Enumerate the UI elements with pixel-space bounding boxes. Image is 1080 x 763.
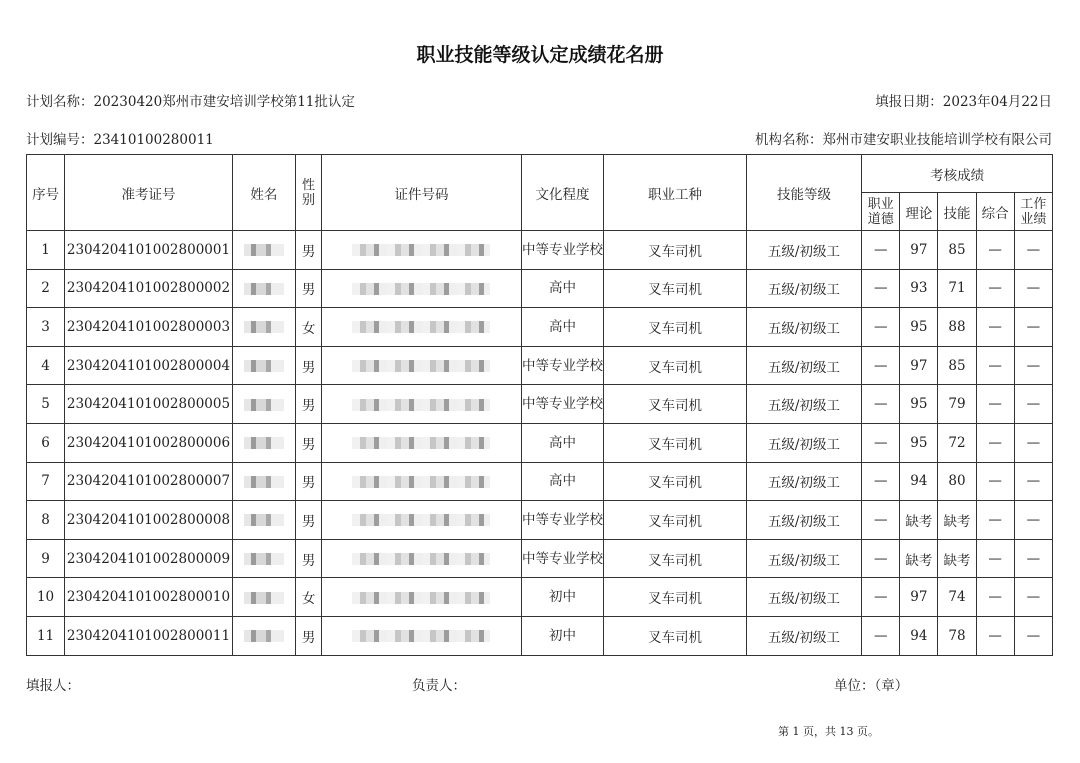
- cell-ethics: —: [862, 385, 900, 424]
- redacted-name: [244, 592, 284, 604]
- plan-number: 计划编号：23410100280011: [26, 132, 214, 148]
- header-theory: 理论: [900, 193, 938, 231]
- cell-skill: 缺考: [938, 501, 976, 540]
- cell-id-redacted: [322, 578, 522, 617]
- redacted-id-number: [352, 592, 490, 604]
- cell-gender: 男: [296, 501, 322, 540]
- cell-id-redacted: [322, 462, 522, 501]
- cell-education: 中等专业学校: [521, 539, 603, 578]
- table-row: [27, 231, 1053, 270]
- cell-performance: —: [1014, 308, 1052, 347]
- cell-occupation: 叉车司机: [604, 231, 747, 270]
- cell-id-redacted: [322, 616, 522, 655]
- redacted-name: [244, 283, 284, 295]
- table-row: [27, 269, 1053, 308]
- cell-ethics: —: [862, 269, 900, 308]
- cell-ethics: —: [862, 308, 900, 347]
- cell-name-redacted: [232, 346, 295, 385]
- cell-id-redacted: [322, 231, 522, 270]
- cell-overall: —: [976, 578, 1014, 617]
- cell-theory: 95: [900, 423, 938, 462]
- cell-overall: —: [976, 346, 1014, 385]
- cell-gender: 男: [296, 231, 322, 270]
- cell-occupation: 叉车司机: [604, 578, 747, 617]
- header-row: [27, 155, 1053, 193]
- cell-gender: 男: [296, 385, 322, 424]
- cell-seq: 10: [27, 578, 65, 617]
- redacted-id-number: [352, 553, 490, 565]
- cell-level: 五级/初级工: [746, 423, 861, 462]
- cell-occupation: 叉车司机: [604, 385, 747, 424]
- cell-id-redacted: [322, 501, 522, 540]
- cell-skill: 85: [938, 231, 976, 270]
- header-occupation: 职业工种: [604, 155, 747, 231]
- cell-gender: 男: [296, 269, 322, 308]
- redacted-id-number: [352, 283, 490, 295]
- cell-education: 高中: [521, 308, 603, 347]
- cell-name-redacted: [232, 501, 295, 540]
- cell-name-redacted: [232, 269, 295, 308]
- header-ethics: 职业道德: [862, 193, 900, 231]
- cell-exam-no: 2304204101002800005: [65, 385, 233, 424]
- score-roster-table: [26, 154, 1053, 656]
- cell-theory: 94: [900, 462, 938, 501]
- cell-occupation: 叉车司机: [604, 269, 747, 308]
- header-scores: 考核成绩: [862, 155, 1053, 193]
- cell-skill: 85: [938, 346, 976, 385]
- redacted-name: [244, 553, 284, 565]
- table-row: [27, 501, 1053, 540]
- organization-name: 机构名称：郑州市建安职业技能培训学校有限公司: [755, 132, 1052, 148]
- cell-education: 中等专业学校: [521, 346, 603, 385]
- cell-seq: 4: [27, 346, 65, 385]
- cell-overall: —: [976, 231, 1014, 270]
- cell-theory: 97: [900, 578, 938, 617]
- cell-ethics: —: [862, 462, 900, 501]
- table-row: [27, 578, 1053, 617]
- cell-seq: 5: [27, 385, 65, 424]
- fill-date: 填报日期：2023年04月22日: [875, 94, 1052, 110]
- cell-performance: —: [1014, 539, 1052, 578]
- cell-ethics: —: [862, 231, 900, 270]
- cell-skill: 74: [938, 578, 976, 617]
- redacted-name: [244, 630, 284, 642]
- redacted-name: [244, 476, 284, 488]
- cell-id-redacted: [322, 423, 522, 462]
- cell-performance: —: [1014, 231, 1052, 270]
- cell-theory: 95: [900, 308, 938, 347]
- cell-id-redacted: [322, 385, 522, 424]
- cell-level: 五级/初级工: [746, 501, 861, 540]
- cell-education: 高中: [521, 269, 603, 308]
- cell-name-redacted: [232, 616, 295, 655]
- table-row: [27, 539, 1053, 578]
- cell-overall: —: [976, 423, 1014, 462]
- cell-skill: 78: [938, 616, 976, 655]
- cell-education: 高中: [521, 462, 603, 501]
- cell-performance: —: [1014, 616, 1052, 655]
- cell-skill: 缺考: [938, 539, 976, 578]
- cell-level: 五级/初级工: [746, 269, 861, 308]
- cell-level: 五级/初级工: [746, 385, 861, 424]
- cell-education: 中等专业学校: [521, 501, 603, 540]
- header-level: 技能等级: [746, 155, 861, 231]
- cell-id-redacted: [322, 346, 522, 385]
- cell-seq: 8: [27, 501, 65, 540]
- cell-education: 中等专业学校: [521, 385, 603, 424]
- cell-overall: —: [976, 539, 1014, 578]
- table-row: [27, 308, 1053, 347]
- cell-skill: 71: [938, 269, 976, 308]
- cell-ethics: —: [862, 616, 900, 655]
- cell-occupation: 叉车司机: [604, 308, 747, 347]
- cell-name-redacted: [232, 578, 295, 617]
- redacted-name: [244, 360, 284, 372]
- cell-theory: 93: [900, 269, 938, 308]
- cell-performance: —: [1014, 501, 1052, 540]
- redacted-name: [244, 244, 284, 256]
- redacted-name: [244, 514, 284, 526]
- cell-ethics: —: [862, 346, 900, 385]
- redacted-id-number: [352, 514, 490, 526]
- cell-level: 五级/初级工: [746, 231, 861, 270]
- cell-occupation: 叉车司机: [604, 346, 747, 385]
- cell-level: 五级/初级工: [746, 308, 861, 347]
- cell-exam-no: 2304204101002800004: [65, 346, 233, 385]
- header-exam-no: 准考证号: [65, 155, 233, 231]
- cell-level: 五级/初级工: [746, 346, 861, 385]
- cell-exam-no: 2304204101002800007: [65, 462, 233, 501]
- cell-performance: —: [1014, 385, 1052, 424]
- header-name: 姓名: [232, 155, 295, 231]
- cell-overall: —: [976, 269, 1014, 308]
- cell-seq: 2: [27, 269, 65, 308]
- cell-ethics: —: [862, 539, 900, 578]
- cell-education: 高中: [521, 423, 603, 462]
- cell-exam-no: 2304204101002800009: [65, 539, 233, 578]
- cell-gender: 男: [296, 616, 322, 655]
- roster-body: [27, 231, 1053, 656]
- cell-id-redacted: [322, 308, 522, 347]
- unit-seal-label: 单位：（章）: [834, 678, 909, 694]
- cell-performance: —: [1014, 578, 1052, 617]
- filler-label: 填报人：: [26, 678, 80, 694]
- cell-gender: 男: [296, 539, 322, 578]
- cell-gender: 男: [296, 346, 322, 385]
- cell-name-redacted: [232, 423, 295, 462]
- redacted-id-number: [352, 476, 490, 488]
- header-seq: 序号: [27, 155, 65, 231]
- cell-exam-no: 2304204101002800006: [65, 423, 233, 462]
- redacted-name: [244, 321, 284, 333]
- header-education: 文化程度: [521, 155, 603, 231]
- cell-occupation: 叉车司机: [604, 539, 747, 578]
- cell-seq: 7: [27, 462, 65, 501]
- redacted-id-number: [352, 244, 490, 256]
- cell-name-redacted: [232, 385, 295, 424]
- redacted-id-number: [352, 630, 490, 642]
- cell-seq: 3: [27, 308, 65, 347]
- cell-gender: 男: [296, 423, 322, 462]
- cell-theory: 94: [900, 616, 938, 655]
- plan-name: 计划名称：20230420郑州市建安培训学校第11批认定: [26, 94, 355, 110]
- cell-skill: 80: [938, 462, 976, 501]
- cell-occupation: 叉车司机: [604, 501, 747, 540]
- cell-theory: 97: [900, 231, 938, 270]
- redacted-id-number: [352, 399, 490, 411]
- cell-overall: —: [976, 462, 1014, 501]
- cell-seq: 1: [27, 231, 65, 270]
- cell-overall: —: [976, 501, 1014, 540]
- cell-name-redacted: [232, 462, 295, 501]
- cell-level: 五级/初级工: [746, 578, 861, 617]
- cell-gender: 男: [296, 462, 322, 501]
- header-performance: 工作业绩: [1014, 193, 1052, 231]
- cell-exam-no: 2304204101002800008: [65, 501, 233, 540]
- cell-level: 五级/初级工: [746, 462, 861, 501]
- cell-occupation: 叉车司机: [604, 423, 747, 462]
- cell-seq: 11: [27, 616, 65, 655]
- cell-education: 初中: [521, 616, 603, 655]
- cell-skill: 79: [938, 385, 976, 424]
- cell-skill: 88: [938, 308, 976, 347]
- cell-exam-no: 2304204101002800002: [65, 269, 233, 308]
- cell-gender: 女: [296, 578, 322, 617]
- cell-skill: 72: [938, 423, 976, 462]
- header-overall: 综合: [976, 193, 1014, 231]
- cell-theory: 缺考: [900, 539, 938, 578]
- cell-gender: 女: [296, 308, 322, 347]
- cell-overall: —: [976, 616, 1014, 655]
- cell-exam-no: 2304204101002800010: [65, 578, 233, 617]
- cell-id-redacted: [322, 539, 522, 578]
- cell-performance: —: [1014, 346, 1052, 385]
- cell-id-redacted: [322, 269, 522, 308]
- cell-seq: 6: [27, 423, 65, 462]
- cell-education: 初中: [521, 578, 603, 617]
- cell-level: 五级/初级工: [746, 616, 861, 655]
- header-gender: 性别: [296, 155, 322, 231]
- cell-performance: —: [1014, 462, 1052, 501]
- cell-name-redacted: [232, 231, 295, 270]
- cell-performance: —: [1014, 423, 1052, 462]
- cell-ethics: —: [862, 501, 900, 540]
- cell-theory: 缺考: [900, 501, 938, 540]
- page-info: 第 1 页，共 13 页。: [778, 725, 879, 738]
- redacted-id-number: [352, 321, 490, 333]
- cell-level: 五级/初级工: [746, 539, 861, 578]
- cell-occupation: 叉车司机: [604, 616, 747, 655]
- cell-exam-no: 2304204101002800011: [65, 616, 233, 655]
- cell-seq: 9: [27, 539, 65, 578]
- cell-education: 中等专业学校: [521, 231, 603, 270]
- cell-overall: —: [976, 385, 1014, 424]
- cell-exam-no: 2304204101002800003: [65, 308, 233, 347]
- cell-ethics: —: [862, 423, 900, 462]
- redacted-id-number: [352, 437, 490, 449]
- table-row: [27, 385, 1053, 424]
- header-id-no: 证件号码: [322, 155, 522, 231]
- table-row: [27, 423, 1053, 462]
- manager-label: 负责人：: [412, 678, 466, 694]
- redacted-name: [244, 399, 284, 411]
- cell-name-redacted: [232, 539, 295, 578]
- table-row: [27, 462, 1053, 501]
- cell-theory: 95: [900, 385, 938, 424]
- cell-overall: —: [976, 308, 1014, 347]
- cell-name-redacted: [232, 308, 295, 347]
- cell-theory: 97: [900, 346, 938, 385]
- cell-ethics: —: [862, 578, 900, 617]
- table-row: [27, 616, 1053, 655]
- redacted-name: [244, 437, 284, 449]
- cell-performance: —: [1014, 269, 1052, 308]
- document-title: 职业技能等级认定成绩花名册: [416, 44, 664, 66]
- header-skill: 技能: [938, 193, 976, 231]
- cell-exam-no: 2304204101002800001: [65, 231, 233, 270]
- cell-occupation: 叉车司机: [604, 462, 747, 501]
- table-row: [27, 346, 1053, 385]
- redacted-id-number: [352, 360, 490, 372]
